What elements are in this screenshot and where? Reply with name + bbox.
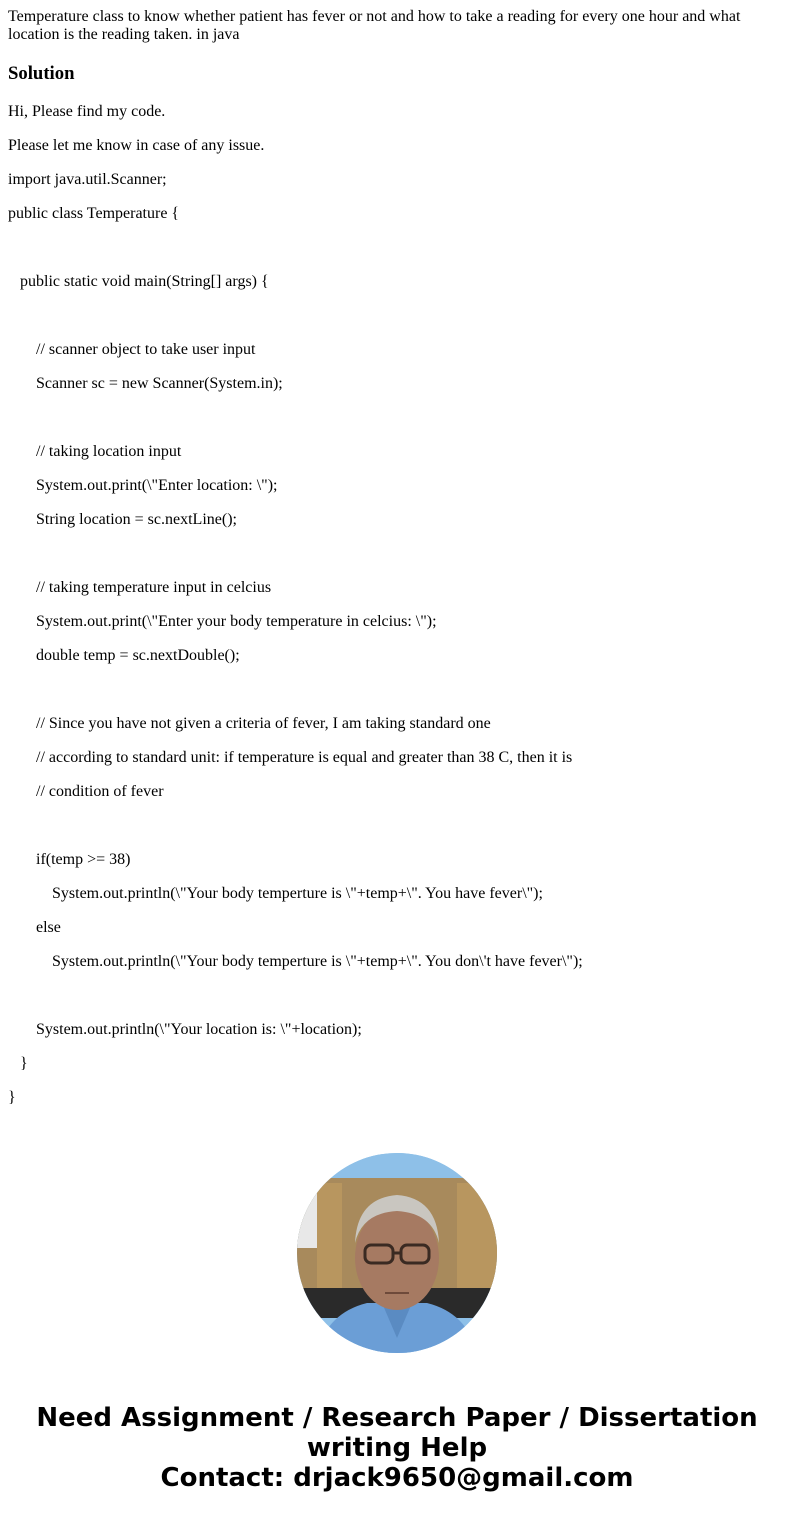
answer-line: // according to standard unit: if temperature is equal and greater than 38 C, then it is [8, 749, 573, 766]
answer-line: public static void main(String[] args) { [8, 273, 269, 290]
answer-line: System.out.print(\"Enter location: \"); [8, 477, 278, 494]
answer-line: System.out.println(\"Your location is: \"+location); [8, 1021, 362, 1038]
answer-line: double temp = sc.nextDouble(); [8, 647, 240, 664]
portrait-image [297, 1153, 497, 1353]
answer-line: String location = sc.nextLine(); [8, 511, 237, 528]
answer-line: System.out.println(\"Your body temperture is \"+temp+\". You don\'t have fever\"); [8, 953, 583, 970]
solution-heading: Solution [8, 63, 75, 84]
promo-banner [0, 1403, 794, 1493]
answer-line: } [8, 1055, 28, 1072]
question-text: Temperature class to know whether patient has fever or not and how to take a reading for every one hour and what location is the reading taken. in java [8, 8, 741, 43]
answer-line: Hi, Please find my code. [8, 103, 166, 120]
answer-line: else [8, 919, 61, 936]
answer-line: // taking location input [8, 443, 182, 460]
answer-line: if(temp >= 38) [8, 851, 131, 868]
answer-line: import java.util.Scanner; [8, 171, 167, 188]
author-avatar [297, 1153, 497, 1353]
answer-line: public class Temperature { [8, 205, 180, 222]
answer-line: // condition of fever [8, 783, 164, 800]
answer-line: Scanner sc = new Scanner(System.in); [8, 375, 283, 392]
answer-line: // Since you have not given a criteria of fever, I am taking standard one [8, 715, 491, 732]
answer-line: System.out.println(\"Your body temperture is \"+temp+\". You have fever\"); [8, 885, 543, 902]
promo-contact: Contact: drjack9650@gmail.com [160, 1463, 634, 1493]
promo-line-2: writing Help [306, 1433, 488, 1463]
answer-line: // scanner object to take user input [8, 341, 256, 358]
answer-line: Please let me know in case of any issue. [8, 137, 265, 154]
answer-line: // taking temperature input in celcius [8, 579, 272, 596]
promo-line-1: Need Assignment / Research Paper / Dissertation [36, 1403, 758, 1433]
answer-line: } [8, 1089, 16, 1106]
answer-line: System.out.print(\"Enter your body temperature in celcius: \"); [8, 613, 437, 630]
